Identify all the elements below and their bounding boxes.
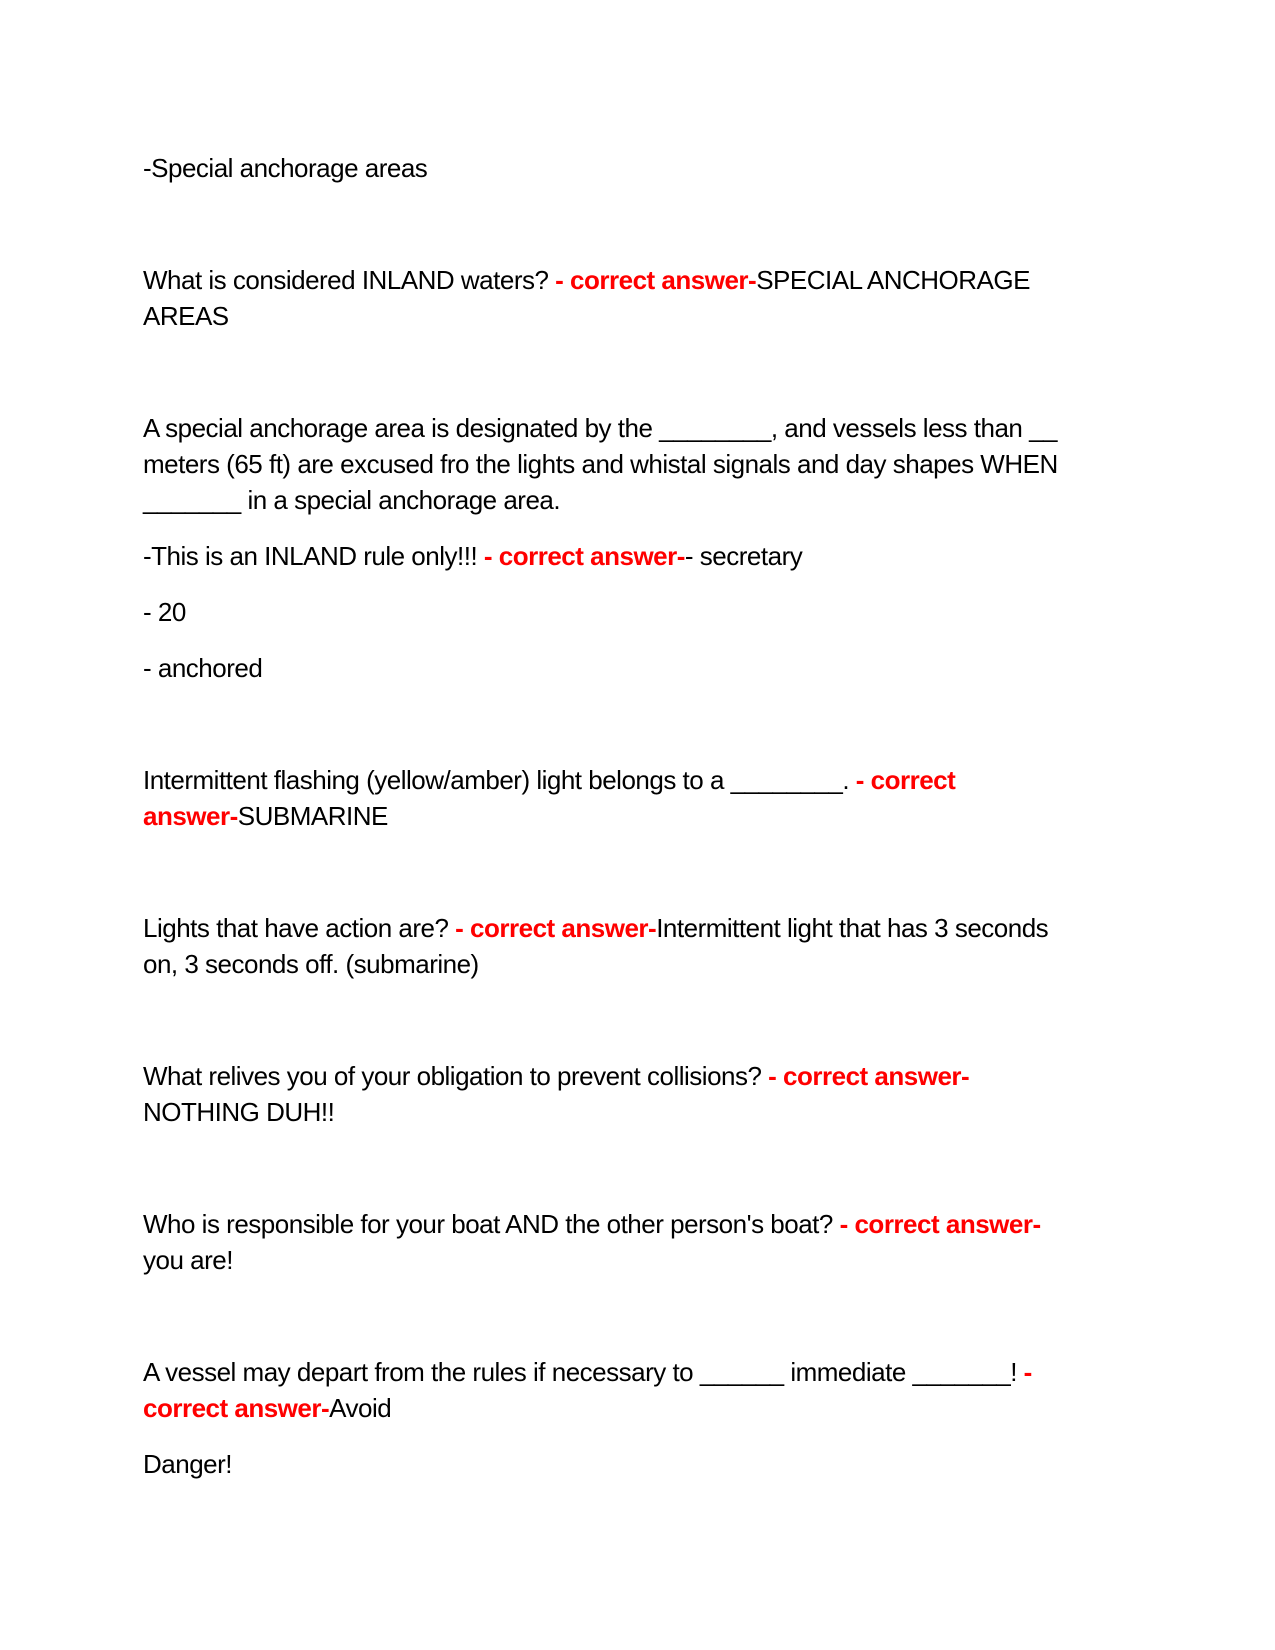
text-line — [143, 762, 1165, 798]
text-segment: A special anchorage area is designated by the ________, and vessels less than __ — [143, 413, 1058, 443]
text-line — [143, 1390, 1165, 1426]
paragraph-spacer — [143, 1002, 1165, 1038]
text-segment: SPECIAL ANCHORAGE — [756, 265, 1030, 295]
paragraph — [143, 594, 1165, 630]
text-line — [143, 538, 1165, 574]
text-line — [143, 650, 1165, 686]
text-line — [143, 1446, 1165, 1482]
correct-answer-marker: - correct answer- — [555, 265, 757, 295]
text-line — [143, 1242, 1165, 1278]
correct-answer-marker: - — [1023, 1357, 1032, 1387]
paragraph — [143, 910, 1165, 982]
text-segment: NOTHING DUH!! — [143, 1097, 335, 1127]
paragraph — [143, 1354, 1165, 1426]
text-line — [143, 1206, 1165, 1242]
paragraph — [143, 762, 1165, 834]
text-segment: Lights that have action are? — [143, 913, 456, 943]
correct-answer-marker: answer- — [143, 801, 238, 831]
paragraph-spacer — [143, 706, 1165, 742]
text-segment: - anchored — [143, 653, 263, 683]
text-line — [143, 262, 1165, 298]
text-segment: -Special anchorage areas — [143, 153, 428, 183]
paragraph — [143, 1446, 1165, 1482]
text-segment: you are! — [143, 1245, 233, 1275]
text-segment: AREAS — [143, 301, 229, 331]
text-line — [143, 946, 1165, 982]
correct-answer-marker: - correct — [855, 765, 956, 795]
correct-answer-marker: - correct answer- — [483, 541, 685, 571]
text-line — [143, 798, 1165, 834]
text-segment: Avoid — [329, 1393, 392, 1423]
paragraph — [143, 150, 1165, 186]
paragraph — [143, 262, 1165, 334]
text-line — [143, 482, 1165, 518]
text-segment: - secretary — [684, 541, 803, 571]
correct-answer-marker: correct answer- — [143, 1393, 330, 1423]
paragraph-spacer — [143, 206, 1165, 242]
text-segment: What is considered INLAND waters? — [143, 265, 556, 295]
text-segment: Intermittent light that has 3 seconds — [656, 913, 1049, 943]
text-line — [143, 910, 1165, 946]
text-segment: Danger! — [143, 1449, 232, 1479]
text-segment: meters (65 ft) are excused fro the lights and whistal signals and day shapes WHEN — [143, 449, 1058, 479]
text-segment: What relives you of your obligation to prevent collisions? — [143, 1061, 769, 1091]
text-segment: Intermittent flashing (yellow/amber) light belongs to a ________. — [143, 765, 856, 795]
text-line — [143, 594, 1165, 630]
correct-answer-marker: - correct answer- — [768, 1061, 970, 1091]
text-segment: -This is an INLAND rule only!!! — [143, 541, 484, 571]
text-segment: SUBMARINE — [237, 801, 388, 831]
paragraph-spacer — [143, 854, 1165, 890]
paragraph — [143, 1058, 1165, 1130]
text-line — [143, 1094, 1165, 1130]
text-segment: - 20 — [143, 597, 186, 627]
text-line — [143, 1058, 1165, 1094]
text-line — [143, 1354, 1165, 1390]
paragraph — [143, 1206, 1165, 1278]
text-segment: A vessel may depart from the rules if necessary to ______ immediate _______! — [143, 1357, 1024, 1387]
paragraph — [143, 538, 1165, 574]
text-line — [143, 410, 1165, 446]
paragraph-spacer — [143, 354, 1165, 390]
text-segment: _______ in a special anchorage area. — [143, 485, 561, 515]
document-content — [143, 150, 1165, 1482]
paragraph — [143, 410, 1165, 518]
paragraph-spacer — [143, 1298, 1165, 1334]
paragraph — [143, 650, 1165, 686]
text-line — [143, 150, 1165, 186]
text-segment: Who is responsible for your boat AND the other person's boat? — [143, 1209, 840, 1239]
correct-answer-marker: - correct answer- — [455, 913, 657, 943]
text-line — [143, 446, 1165, 482]
paragraph-spacer — [143, 1150, 1165, 1186]
text-segment: on, 3 seconds off. (submarine) — [143, 949, 479, 979]
text-line — [143, 298, 1165, 334]
correct-answer-marker: - correct answer- — [839, 1209, 1041, 1239]
